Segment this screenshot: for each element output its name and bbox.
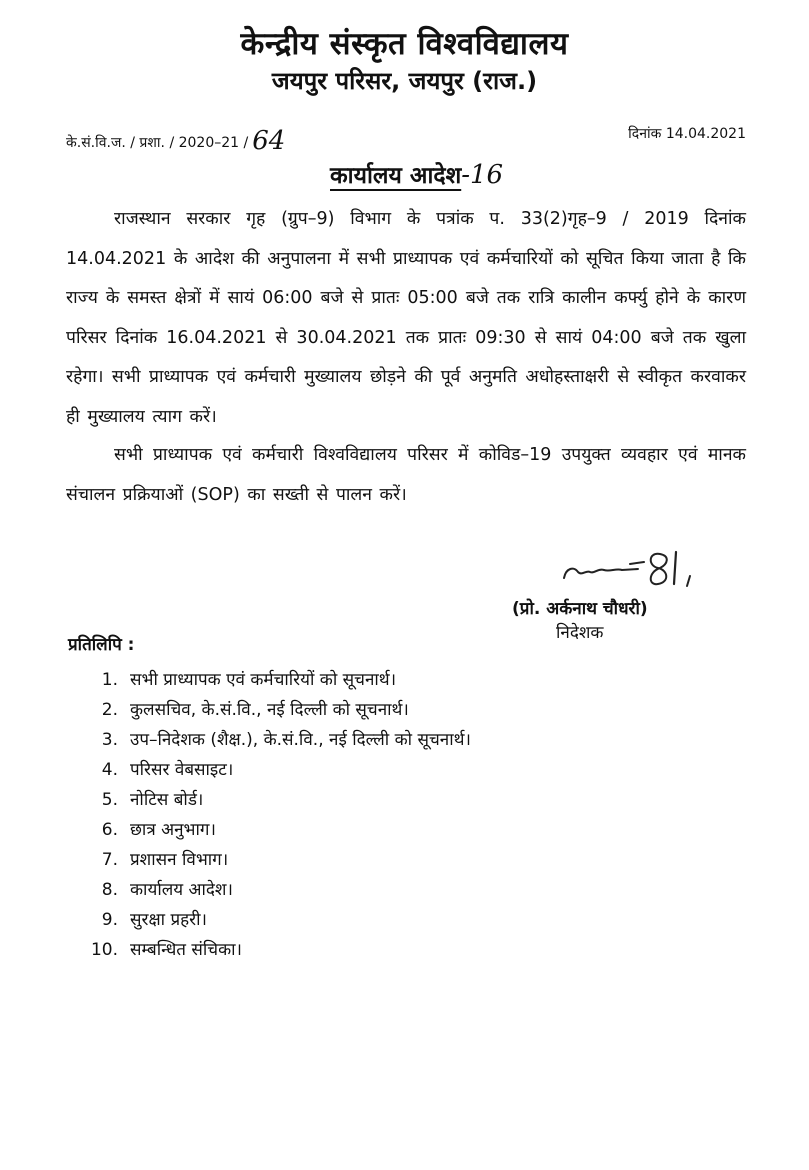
body-paragraph-2: सभी प्राध्यापक एवं कर्मचारी विश्वविद्यालय परिसर में कोविड–19 उपयुक्त व्यवहार एवं मानक संचालन प्रक्रियाओं (SOP) का सख्ती से पालन करें। [66, 445, 746, 505]
list-item-text: कुलसचिव, के.सं.वि., नई दिल्ली को सूचनार्थ। [130, 700, 409, 720]
list-item-number: 5. [101, 790, 118, 810]
list-item-number: 6. [101, 820, 118, 840]
signatory-designation: निदेशक [556, 623, 604, 643]
list-item-number: 7. [101, 850, 118, 870]
list-item-number: 3. [101, 730, 118, 750]
copy-list [88, 665, 471, 965]
list-item-text: सम्बन्धित संचिका। [130, 940, 242, 960]
list-item [88, 815, 471, 845]
reference-prefix: के.सं.वि.ज. / प्रशा. / 2020–21 / [66, 135, 249, 151]
list-item-text: नोटिस बोर्ड। [130, 790, 204, 810]
issue-date: दिनांक 14.04.2021 [628, 126, 746, 142]
list-item-number: 4. [101, 760, 118, 780]
list-item [88, 725, 471, 755]
list-item [88, 905, 471, 935]
list-item-number: 8. [101, 880, 118, 900]
handwritten-signature [560, 546, 720, 590]
list-item [88, 875, 471, 905]
list-item-text: छात्र अनुभाग। [130, 820, 216, 840]
list-item [88, 755, 471, 785]
order-heading [330, 158, 503, 190]
campus-subtitle: जयपुर परिसर, जयपुर (राज.) [271, 67, 538, 95]
list-item-text: कार्यालय आदेश। [130, 880, 233, 900]
list-item [88, 695, 471, 725]
list-item [88, 665, 471, 695]
list-item-number: 9. [101, 910, 118, 930]
body-paragraph-1: राजस्थान सरकार गृह (ग्रुप–9) विभाग के पत्रांक प. 33(2)गृह–9 / 2019 दिनांक 14.04.2021 के आदेश की अनुपालना में सभी प्राध्यापक एवं कर्मचारियों को सूचित किया जाता है कि राज्य के समस्त क्षेत्रों में सायं 06:00 बजे से प्रातः 05:00 बजे तक रात्रि कालीन कर्फ्यु होने के कारण परिसर दिनांक 16.04.2021 से 30.04.2021 तक प्रातः 09:30 से सायं 04:00 बजे तक खुला रहेगा। सभी प्राध्यापक एवं कर्मचारी मुख्यालय छोड़ने की पूर्व अनुमति अधोहस्ताक्षरी से स्वीकृत करवाकर ही मुख्यालय त्याग करें। [66, 209, 746, 427]
list-item-number: 1. [101, 670, 118, 690]
list-item-text: प्रशासन विभाग। [130, 850, 229, 870]
list-item-text: सभी प्राध्यापक एवं कर्मचारियों को सूचनार्थ। [130, 670, 397, 690]
list-item-text: सुरक्षा प्रहरी। [130, 910, 207, 930]
reference-number [66, 124, 285, 154]
list-item-text: परिसर वेबसाइट। [130, 760, 234, 780]
reference-handwritten-number: 64 [252, 126, 286, 156]
order-handwritten-number: -16 [461, 160, 504, 190]
list-item-number: 2. [101, 700, 118, 720]
list-item-text: उप–निदेशक (शैक्ष.), के.सं.वि., नई दिल्ली को सूचनार्थ। [130, 730, 471, 750]
list-item-number: 10. [90, 940, 118, 960]
list-item [88, 785, 471, 815]
copy-heading: प्रतिलिपि : [68, 635, 135, 655]
list-item [88, 845, 471, 875]
signatory-name: (प्रो. अर्कनाथ चौधरी) [512, 599, 648, 619]
list-item [88, 935, 471, 965]
order-title: कार्यालय आदेश [330, 163, 462, 189]
reference-row [66, 124, 746, 156]
institution-title: केन्द्रीय संस्कृत विश्वविद्यालय [240, 26, 569, 62]
